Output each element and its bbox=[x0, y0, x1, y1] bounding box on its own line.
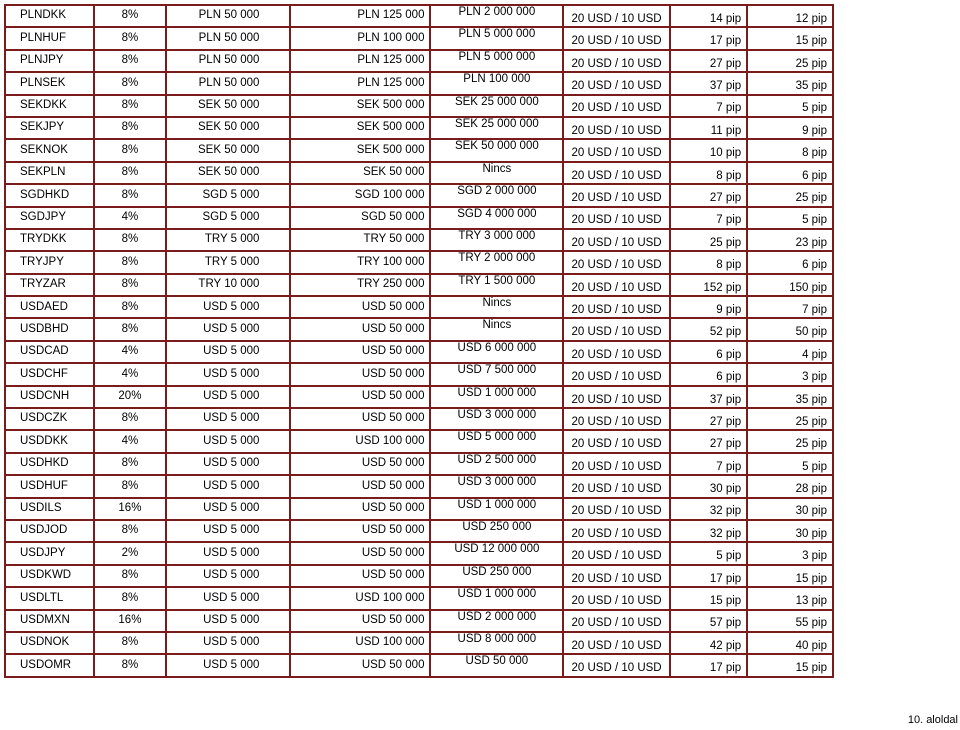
max-trade-cell: TRY 100 000 bbox=[290, 251, 430, 273]
margin-cell: 4% bbox=[94, 341, 166, 363]
margin-cell: 8% bbox=[94, 274, 166, 296]
limit-cell: USD 12 000 000 bbox=[430, 542, 563, 564]
spread-standard-cell: 8 pip bbox=[670, 251, 747, 273]
commission-cell: 20 USD / 10 USD bbox=[563, 453, 670, 475]
commission-cell: 20 USD / 10 USD bbox=[563, 632, 670, 654]
table-row bbox=[5, 475, 833, 497]
margin-cell: 8% bbox=[94, 251, 166, 273]
limit-cell: Nincs bbox=[430, 296, 563, 318]
min-trade-cell: SEK 50 000 bbox=[166, 162, 290, 184]
limit-cell: PLN 2 000 000 bbox=[430, 5, 563, 27]
table-row bbox=[5, 117, 833, 139]
table-row bbox=[5, 274, 833, 296]
limit-cell: USD 1 000 000 bbox=[430, 498, 563, 520]
margin-cell: 8% bbox=[94, 27, 166, 49]
max-trade-cell: USD 50 000 bbox=[290, 520, 430, 542]
margin-cell: 8% bbox=[94, 229, 166, 251]
commission-cell: 20 USD / 10 USD bbox=[563, 542, 670, 564]
spread-premium-cell: 5 pip bbox=[747, 95, 833, 117]
currency-pair-cell: USDILS bbox=[5, 498, 94, 520]
table-row bbox=[5, 430, 833, 452]
currency-pair-cell: TRYDKK bbox=[5, 229, 94, 251]
commission-cell: 20 USD / 10 USD bbox=[563, 610, 670, 632]
max-trade-cell: USD 50 000 bbox=[290, 498, 430, 520]
spread-standard-cell: 17 pip bbox=[670, 654, 747, 676]
commission-cell: 20 USD / 10 USD bbox=[563, 27, 670, 49]
margin-cell: 8% bbox=[94, 50, 166, 72]
currency-pair-cell: USDNOK bbox=[5, 632, 94, 654]
currency-pair-cell: USDCNH bbox=[5, 386, 94, 408]
limit-cell: USD 8 000 000 bbox=[430, 632, 563, 654]
spread-premium-cell: 50 pip bbox=[747, 318, 833, 340]
currency-pair-cell: USDMXN bbox=[5, 610, 94, 632]
table-row bbox=[5, 207, 833, 229]
spread-standard-cell: 27 pip bbox=[670, 50, 747, 72]
min-trade-cell: SGD 5 000 bbox=[166, 207, 290, 229]
limit-cell: USD 3 000 000 bbox=[430, 408, 563, 430]
currency-pair-cell: TRYJPY bbox=[5, 251, 94, 273]
limit-cell: PLN 100 000 bbox=[430, 72, 563, 94]
currency-pair-cell: SEKNOK bbox=[5, 139, 94, 161]
table-row bbox=[5, 50, 833, 72]
table-row bbox=[5, 610, 833, 632]
currency-pair-cell: TRYZAR bbox=[5, 274, 94, 296]
min-trade-cell: PLN 50 000 bbox=[166, 72, 290, 94]
spread-premium-cell: 15 pip bbox=[747, 654, 833, 676]
limit-cell: TRY 3 000 000 bbox=[430, 229, 563, 251]
spread-standard-cell: 7 pip bbox=[670, 207, 747, 229]
max-trade-cell: SEK 500 000 bbox=[290, 117, 430, 139]
commission-cell: 20 USD / 10 USD bbox=[563, 296, 670, 318]
commission-cell: 20 USD / 10 USD bbox=[563, 408, 670, 430]
min-trade-cell: PLN 50 000 bbox=[166, 50, 290, 72]
spread-premium-cell: 25 pip bbox=[747, 184, 833, 206]
spread-premium-cell: 13 pip bbox=[747, 587, 833, 609]
currency-pair-cell: USDHKD bbox=[5, 453, 94, 475]
spread-premium-cell: 55 pip bbox=[747, 610, 833, 632]
min-trade-cell: USD 5 000 bbox=[166, 408, 290, 430]
spread-standard-cell: 17 pip bbox=[670, 565, 747, 587]
currency-pair-cell: USDJPY bbox=[5, 542, 94, 564]
spread-premium-cell: 25 pip bbox=[747, 430, 833, 452]
max-trade-cell: USD 50 000 bbox=[290, 654, 430, 676]
spread-premium-cell: 25 pip bbox=[747, 408, 833, 430]
table-row bbox=[5, 453, 833, 475]
currency-pair-cell: USDAED bbox=[5, 296, 94, 318]
min-trade-cell: PLN 50 000 bbox=[166, 27, 290, 49]
min-trade-cell: PLN 50 000 bbox=[166, 5, 290, 27]
limit-cell: SEK 25 000 000 bbox=[430, 117, 563, 139]
spread-premium-cell: 4 pip bbox=[747, 341, 833, 363]
commission-cell: 20 USD / 10 USD bbox=[563, 654, 670, 676]
max-trade-cell: SGD 100 000 bbox=[290, 184, 430, 206]
currency-pair-cell: USDCAD bbox=[5, 341, 94, 363]
margin-cell: 8% bbox=[94, 565, 166, 587]
margin-cell: 8% bbox=[94, 408, 166, 430]
spread-premium-cell: 7 pip bbox=[747, 296, 833, 318]
commission-cell: 20 USD / 10 USD bbox=[563, 386, 670, 408]
margin-cell: 4% bbox=[94, 207, 166, 229]
spread-premium-cell: 35 pip bbox=[747, 386, 833, 408]
spread-premium-cell: 30 pip bbox=[747, 498, 833, 520]
commission-cell: 20 USD / 10 USD bbox=[563, 363, 670, 385]
spread-standard-cell: 37 pip bbox=[670, 72, 747, 94]
currency-pair-cell: USDKWD bbox=[5, 565, 94, 587]
limit-cell: PLN 5 000 000 bbox=[430, 27, 563, 49]
table-row bbox=[5, 139, 833, 161]
min-trade-cell: USD 5 000 bbox=[166, 565, 290, 587]
table-row bbox=[5, 565, 833, 587]
min-trade-cell: SEK 50 000 bbox=[166, 139, 290, 161]
min-trade-cell: USD 5 000 bbox=[166, 520, 290, 542]
spread-standard-cell: 14 pip bbox=[670, 5, 747, 27]
table-row bbox=[5, 184, 833, 206]
commission-cell: 20 USD / 10 USD bbox=[563, 520, 670, 542]
min-trade-cell: SGD 5 000 bbox=[166, 184, 290, 206]
spread-standard-cell: 15 pip bbox=[670, 587, 747, 609]
commission-cell: 20 USD / 10 USD bbox=[563, 72, 670, 94]
spread-standard-cell: 42 pip bbox=[670, 632, 747, 654]
min-trade-cell: TRY 5 000 bbox=[166, 251, 290, 273]
max-trade-cell: USD 50 000 bbox=[290, 408, 430, 430]
margin-cell: 8% bbox=[94, 654, 166, 676]
commission-cell: 20 USD / 10 USD bbox=[563, 498, 670, 520]
margin-cell: 8% bbox=[94, 587, 166, 609]
margin-cell: 8% bbox=[94, 139, 166, 161]
min-trade-cell: USD 5 000 bbox=[166, 587, 290, 609]
spread-standard-cell: 7 pip bbox=[670, 95, 747, 117]
table-row bbox=[5, 318, 833, 340]
spread-standard-cell: 17 pip bbox=[670, 27, 747, 49]
limit-cell: TRY 1 500 000 bbox=[430, 274, 563, 296]
table-row bbox=[5, 296, 833, 318]
margin-cell: 8% bbox=[94, 95, 166, 117]
min-trade-cell: USD 5 000 bbox=[166, 296, 290, 318]
max-trade-cell: USD 50 000 bbox=[290, 341, 430, 363]
currency-pair-cell: SGDJPY bbox=[5, 207, 94, 229]
spread-standard-cell: 9 pip bbox=[670, 296, 747, 318]
max-trade-cell: SEK 500 000 bbox=[290, 95, 430, 117]
min-trade-cell: USD 5 000 bbox=[166, 453, 290, 475]
table-row bbox=[5, 498, 833, 520]
limit-cell: USD 250 000 bbox=[430, 565, 563, 587]
currency-pair-cell: USDCZK bbox=[5, 408, 94, 430]
limit-cell: Nincs bbox=[430, 162, 563, 184]
table-row bbox=[5, 408, 833, 430]
max-trade-cell: USD 100 000 bbox=[290, 430, 430, 452]
table-row bbox=[5, 251, 833, 273]
margin-cell: 8% bbox=[94, 184, 166, 206]
commission-cell: 20 USD / 10 USD bbox=[563, 475, 670, 497]
min-trade-cell: USD 5 000 bbox=[166, 386, 290, 408]
table-row bbox=[5, 27, 833, 49]
min-trade-cell: USD 5 000 bbox=[166, 498, 290, 520]
table-row bbox=[5, 229, 833, 251]
min-trade-cell: SEK 50 000 bbox=[166, 95, 290, 117]
commission-cell: 20 USD / 10 USD bbox=[563, 587, 670, 609]
currency-pair-cell: SEKPLN bbox=[5, 162, 94, 184]
max-trade-cell: TRY 250 000 bbox=[290, 274, 430, 296]
limit-cell: USD 1 000 000 bbox=[430, 386, 563, 408]
limit-cell: USD 1 000 000 bbox=[430, 587, 563, 609]
commission-cell: 20 USD / 10 USD bbox=[563, 318, 670, 340]
spread-standard-cell: 52 pip bbox=[670, 318, 747, 340]
currency-pair-cell: USDOMR bbox=[5, 654, 94, 676]
min-trade-cell: USD 5 000 bbox=[166, 318, 290, 340]
commission-cell: 20 USD / 10 USD bbox=[563, 341, 670, 363]
max-trade-cell: SGD 50 000 bbox=[290, 207, 430, 229]
spread-premium-cell: 6 pip bbox=[747, 162, 833, 184]
min-trade-cell: USD 5 000 bbox=[166, 542, 290, 564]
spread-standard-cell: 10 pip bbox=[670, 139, 747, 161]
min-trade-cell: USD 5 000 bbox=[166, 632, 290, 654]
currency-pair-cell: USDDKK bbox=[5, 430, 94, 452]
min-trade-cell: USD 5 000 bbox=[166, 341, 290, 363]
spread-standard-cell: 152 pip bbox=[670, 274, 747, 296]
commission-cell: 20 USD / 10 USD bbox=[563, 274, 670, 296]
commission-cell: 20 USD / 10 USD bbox=[563, 229, 670, 251]
min-trade-cell: TRY 10 000 bbox=[166, 274, 290, 296]
limit-cell: SEK 25 000 000 bbox=[430, 95, 563, 117]
limit-cell: SEK 50 000 000 bbox=[430, 139, 563, 161]
commission-cell: 20 USD / 10 USD bbox=[563, 5, 670, 27]
limit-cell: TRY 2 000 000 bbox=[430, 251, 563, 273]
currency-pair-cell: PLNHUF bbox=[5, 27, 94, 49]
max-trade-cell: SEK 50 000 bbox=[290, 162, 430, 184]
spread-standard-cell: 32 pip bbox=[670, 498, 747, 520]
max-trade-cell: USD 50 000 bbox=[290, 475, 430, 497]
spread-premium-cell: 25 pip bbox=[747, 50, 833, 72]
table-row bbox=[5, 587, 833, 609]
commission-cell: 20 USD / 10 USD bbox=[563, 430, 670, 452]
spread-standard-cell: 37 pip bbox=[670, 386, 747, 408]
max-trade-cell: USD 100 000 bbox=[290, 632, 430, 654]
spread-standard-cell: 6 pip bbox=[670, 341, 747, 363]
margin-cell: 8% bbox=[94, 475, 166, 497]
limit-cell: USD 250 000 bbox=[430, 520, 563, 542]
currency-pair-cell: USDLTL bbox=[5, 587, 94, 609]
min-trade-cell: SEK 50 000 bbox=[166, 117, 290, 139]
spread-premium-cell: 15 pip bbox=[747, 565, 833, 587]
max-trade-cell: USD 50 000 bbox=[290, 296, 430, 318]
currency-pair-cell: SEKJPY bbox=[5, 117, 94, 139]
currency-pair-cell: PLNDKK bbox=[5, 5, 94, 27]
table-row bbox=[5, 520, 833, 542]
commission-cell: 20 USD / 10 USD bbox=[563, 117, 670, 139]
currency-pair-cell: USDHUF bbox=[5, 475, 94, 497]
table-row bbox=[5, 542, 833, 564]
margin-cell: 8% bbox=[94, 117, 166, 139]
limit-cell: USD 2 500 000 bbox=[430, 453, 563, 475]
commission-cell: 20 USD / 10 USD bbox=[563, 184, 670, 206]
spread-premium-cell: 28 pip bbox=[747, 475, 833, 497]
min-trade-cell: USD 5 000 bbox=[166, 363, 290, 385]
spread-premium-cell: 15 pip bbox=[747, 27, 833, 49]
spread-premium-cell: 23 pip bbox=[747, 229, 833, 251]
margin-cell: 8% bbox=[94, 520, 166, 542]
table-row bbox=[5, 72, 833, 94]
rates-table-body bbox=[5, 5, 833, 677]
spread-standard-cell: 27 pip bbox=[670, 430, 747, 452]
spread-standard-cell: 5 pip bbox=[670, 542, 747, 564]
spread-premium-cell: 3 pip bbox=[747, 542, 833, 564]
max-trade-cell: PLN 125 000 bbox=[290, 50, 430, 72]
margin-cell: 8% bbox=[94, 296, 166, 318]
spread-standard-cell: 8 pip bbox=[670, 162, 747, 184]
margin-cell: 2% bbox=[94, 542, 166, 564]
spread-premium-cell: 35 pip bbox=[747, 72, 833, 94]
commission-cell: 20 USD / 10 USD bbox=[563, 251, 670, 273]
min-trade-cell: TRY 5 000 bbox=[166, 229, 290, 251]
margin-cell: 8% bbox=[94, 453, 166, 475]
min-trade-cell: USD 5 000 bbox=[166, 430, 290, 452]
table-row bbox=[5, 363, 833, 385]
commission-cell: 20 USD / 10 USD bbox=[563, 162, 670, 184]
commission-cell: 20 USD / 10 USD bbox=[563, 565, 670, 587]
margin-cell: 16% bbox=[94, 498, 166, 520]
margin-cell: 16% bbox=[94, 610, 166, 632]
margin-cell: 20% bbox=[94, 386, 166, 408]
limit-cell: USD 3 000 000 bbox=[430, 475, 563, 497]
margin-cell: 8% bbox=[94, 72, 166, 94]
spread-standard-cell: 27 pip bbox=[670, 184, 747, 206]
max-trade-cell: USD 50 000 bbox=[290, 386, 430, 408]
table-row bbox=[5, 654, 833, 676]
commission-cell: 20 USD / 10 USD bbox=[563, 139, 670, 161]
spread-standard-cell: 30 pip bbox=[670, 475, 747, 497]
max-trade-cell: USD 50 000 bbox=[290, 542, 430, 564]
spread-premium-cell: 8 pip bbox=[747, 139, 833, 161]
spread-standard-cell: 25 pip bbox=[670, 229, 747, 251]
limit-cell: USD 7 500 000 bbox=[430, 363, 563, 385]
max-trade-cell: USD 50 000 bbox=[290, 453, 430, 475]
currency-pair-cell: PLNSEK bbox=[5, 72, 94, 94]
max-trade-cell: TRY 50 000 bbox=[290, 229, 430, 251]
spread-premium-cell: 40 pip bbox=[747, 632, 833, 654]
table-row bbox=[5, 95, 833, 117]
max-trade-cell: USD 100 000 bbox=[290, 587, 430, 609]
currency-pair-cell: SEKDKK bbox=[5, 95, 94, 117]
margin-cell: 8% bbox=[94, 5, 166, 27]
spread-premium-cell: 150 pip bbox=[747, 274, 833, 296]
max-trade-cell: PLN 125 000 bbox=[290, 5, 430, 27]
spread-standard-cell: 57 pip bbox=[670, 610, 747, 632]
min-trade-cell: USD 5 000 bbox=[166, 610, 290, 632]
margin-cell: 8% bbox=[94, 162, 166, 184]
max-trade-cell: PLN 125 000 bbox=[290, 72, 430, 94]
max-trade-cell: USD 50 000 bbox=[290, 565, 430, 587]
spread-premium-cell: 6 pip bbox=[747, 251, 833, 273]
commission-cell: 20 USD / 10 USD bbox=[563, 207, 670, 229]
currency-pair-cell: USDCHF bbox=[5, 363, 94, 385]
table-row bbox=[5, 162, 833, 184]
page-number: 10. aloldal bbox=[907, 714, 958, 726]
spread-standard-cell: 11 pip bbox=[670, 117, 747, 139]
spread-standard-cell: 27 pip bbox=[670, 408, 747, 430]
currency-pair-cell: SGDHKD bbox=[5, 184, 94, 206]
limit-cell: SGD 4 000 000 bbox=[430, 207, 563, 229]
spread-standard-cell: 6 pip bbox=[670, 363, 747, 385]
max-trade-cell: PLN 100 000 bbox=[290, 27, 430, 49]
currency-pair-cell: PLNJPY bbox=[5, 50, 94, 72]
spread-premium-cell: 3 pip bbox=[747, 363, 833, 385]
table-row bbox=[5, 632, 833, 654]
margin-cell: 8% bbox=[94, 318, 166, 340]
limit-cell: SGD 2 000 000 bbox=[430, 184, 563, 206]
limit-cell: USD 5 000 000 bbox=[430, 430, 563, 452]
max-trade-cell: USD 50 000 bbox=[290, 318, 430, 340]
min-trade-cell: USD 5 000 bbox=[166, 475, 290, 497]
margin-cell: 4% bbox=[94, 363, 166, 385]
currency-pair-cell: USDBHD bbox=[5, 318, 94, 340]
rates-table bbox=[4, 4, 834, 678]
spread-standard-cell: 7 pip bbox=[670, 453, 747, 475]
limit-cell: USD 50 000 bbox=[430, 654, 563, 676]
spread-standard-cell: 32 pip bbox=[670, 520, 747, 542]
spread-premium-cell: 5 pip bbox=[747, 453, 833, 475]
spread-premium-cell: 9 pip bbox=[747, 117, 833, 139]
limit-cell: Nincs bbox=[430, 318, 563, 340]
limit-cell: USD 2 000 000 bbox=[430, 610, 563, 632]
spread-premium-cell: 30 pip bbox=[747, 520, 833, 542]
table-row bbox=[5, 341, 833, 363]
table-row bbox=[5, 386, 833, 408]
commission-cell: 20 USD / 10 USD bbox=[563, 95, 670, 117]
spread-premium-cell: 5 pip bbox=[747, 207, 833, 229]
max-trade-cell: USD 50 000 bbox=[290, 363, 430, 385]
margin-cell: 8% bbox=[94, 632, 166, 654]
spread-premium-cell: 12 pip bbox=[747, 5, 833, 27]
max-trade-cell: USD 50 000 bbox=[290, 610, 430, 632]
limit-cell: PLN 5 000 000 bbox=[430, 50, 563, 72]
table-row bbox=[5, 5, 833, 27]
commission-cell: 20 USD / 10 USD bbox=[563, 50, 670, 72]
margin-cell: 4% bbox=[94, 430, 166, 452]
max-trade-cell: SEK 500 000 bbox=[290, 139, 430, 161]
min-trade-cell: USD 5 000 bbox=[166, 654, 290, 676]
currency-pair-cell: USDJOD bbox=[5, 520, 94, 542]
limit-cell: USD 6 000 000 bbox=[430, 341, 563, 363]
